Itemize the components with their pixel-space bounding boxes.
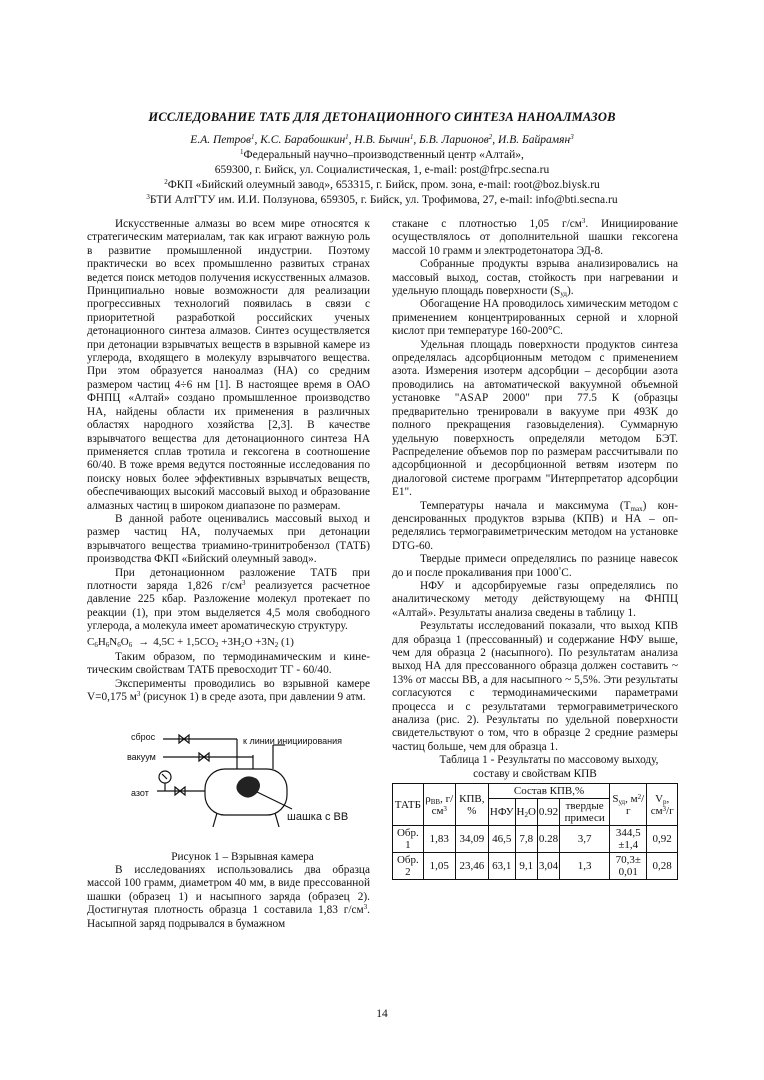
paper-title: ИССЛЕДОВАНИЕ ТАТБ ДЛЯ ДЕТОНАЦИОННОГО СИНТЕЗА НАНОАЛМАЗОВ bbox=[148, 110, 616, 124]
label-vakuum: вакуум bbox=[127, 751, 156, 762]
figure-caption: Рисунок 1 – Взрывная камера bbox=[171, 850, 314, 863]
th-kpv: КПВ, % bbox=[455, 784, 488, 826]
paragraph: Собранные продукты взрыва анализировались на массовый выход, состав, стойкость при нагревании и удельную площадь поверхности $(S_{уд})$. bbox=[392, 258, 678, 299]
table-row: Обр. 2 1,05 23,46 63,1 9,1 3,04 1,3 70,3± 0,01 0,28 bbox=[393, 853, 678, 880]
right-column bbox=[392, 218, 678, 880]
authors-block bbox=[0, 133, 764, 208]
affiliation-1: $^1$Федеральный научно–производственный центр «Алтай», bbox=[240, 148, 524, 161]
th-092: 0.92 bbox=[537, 799, 559, 826]
label-azot: азот bbox=[131, 787, 149, 798]
results-table bbox=[392, 783, 678, 880]
affiliation-2: $^2$ФКП «Бийский олеумный завод», 653315, г. Бийск, пром. зона, e-mail: root@boz.biysk.ru bbox=[164, 178, 600, 191]
th-rho: $\rho_{ВВ}$, $г/см^3$ bbox=[423, 784, 455, 826]
author: К.С. Барабошкин bbox=[260, 134, 346, 146]
paragraph: Искусственные алмазы во всем мире относятся к стратегическим материалам, так как играют важную роль в развитие промышленной индустрии. Поэтому практически во всех промышленно развитых странах ведется поиск методов получения искусственных алмазов. Принципиально новые возможности для реализации прогрессивных технологий появилась в связи с приоритетной разработкой российских ученых детонационного синтеза алмазов. Синтез осуществляется при детонации взрывчатых веществ в взрывной камере из углерода, входящего в молекулу взрывчатого вещества. При этом образуется наноалмаз (НА) со средним размером частиц 4÷6 нм [1]. В настоящее время в ОАО ФНПЦ «Алтай» создано промышленное производство НА, найдены области их применения в различных областях народного хозяйства [2,3]. В качестве взрывчатого вещества для детонационного синтеза НА применяется сплав тротила и гексогена в соотношение 60/40. В тоже время ведутся постоянные исследования по поиску новых более эффективных взрывчатых веществ, обеспечивающих высокий массовый выход и образование алмазных частиц в широком диапазоне по размерам. bbox=[87, 218, 370, 512]
table-row: Обр. 1 1,83 34,09 46,5 7,8 0.28 3,7 344,5 ±1,4 0,92 bbox=[393, 826, 678, 853]
left-column bbox=[87, 218, 370, 931]
label-charge: шашка с ВВ bbox=[287, 810, 349, 823]
paragraph: В данной работе оценивались массовый выход и размер частиц НА, получаемых при детонации взрывчатого вещества триамино-тринитробензол (ТАТБ) производства ФКП «Бийский олеумный завод». bbox=[87, 512, 370, 566]
arrow-icon: → bbox=[138, 635, 150, 648]
label-initiation: к линии инициирования bbox=[243, 735, 343, 746]
paragraph: Температуры начала и максимума $(Т_{max})$ конденсированных продуктов взрыва (КПВ) и НА – определялись термогравиметрическим методом на установке DTG-60. bbox=[392, 499, 678, 552]
paragraph: Эксперименты проводились во взрывной камере V=0,175 $м^3$ (рисунок 1) в среде азота, при давлении 9 атм. bbox=[87, 677, 370, 704]
author-names: Е.А. Петров$^1$, К.С. Барабошкин$^1$, Н.В. Бычин$^1$, Б.В. Ларионов$^2$, И.В. Байрамян$^3$ bbox=[190, 133, 574, 146]
paragraph: стакане с плотностью 1,05 $г/см^3$. Инициирование осуществлялось от дополнительной шашки гексогена массой 10 грамм и электродетонатора ЭД-8. bbox=[392, 217, 678, 257]
th-v: $V_р$, $см^3/г$ bbox=[647, 784, 678, 826]
th-solid: твердые примеси bbox=[560, 799, 610, 826]
paragraph: Таким образом, по термодинамическим и кинетическим свойствам ТАТБ превосходит ТГ - 60/40. bbox=[87, 651, 370, 677]
table-caption: Таблица 1 - Результаты по массовому выходу, составу и свойствам КПВ bbox=[439, 754, 659, 780]
table-header-row bbox=[393, 784, 678, 799]
paragraph: Результаты исследований показали, что выход КПВ для образца 1 (прессованный) и содержание НФУ выше, чем для образца 2 (насыпного). По результатам анализа выход НА для прессованного образца должен составить ~ 13% от массы ВВ, а для насыпного ~ 5,5%. Эти результаты согласуются с термодинамическими параметрами процесса и с результатами термогравиметрического анализа (рис. 2). Результаты по удельной поверхности свидетельствуют о том, что в образце 2 средние размеры частиц больше, чем для образца 1. bbox=[392, 620, 678, 753]
author: Б.В. Ларионов bbox=[419, 134, 489, 146]
chamber-diagram bbox=[87, 711, 370, 851]
th-nfu: НФУ bbox=[488, 799, 515, 826]
page-number: 14 bbox=[376, 1008, 388, 1020]
figure-explosion-chamber bbox=[87, 711, 370, 851]
author: Н.В. Бычин bbox=[354, 134, 410, 146]
paragraph: Обогащение НА проводилось химическим методом с применением концентрированных серной и хлорной кислот при температуре 160-200°С. bbox=[392, 298, 678, 338]
th-s: $S_{уд}$, $м^2/г$ bbox=[610, 784, 647, 826]
author: И.В. Байрамян bbox=[498, 134, 571, 146]
th-composition: Состав КПВ,% bbox=[488, 784, 609, 799]
reaction-equation: $C_6H_6N_6O_6 \to 4,5C + 1,5CO_2 +3H_2O +3N_2$ (1) bbox=[87, 635, 294, 649]
paragraph: Твердые примеси определялись по разнице навесок до и после прокаливания при 1000°С. bbox=[392, 553, 678, 579]
affiliation-1-address: 659300, г. Бийск, ул. Социалистическая, 1, e-mail: post@frpc.secna.ru bbox=[214, 164, 550, 176]
charge-icon bbox=[236, 776, 260, 797]
affiliation-3: $^3$БТИ АлтГТУ им. И.И. Ползунова, 659305, г. Бийск, ул. Трофимова, 27, e-mail: info@bti.secna.ru bbox=[146, 193, 618, 206]
paragraph: При детонационном разложение ТАТБ при плотности заряда 1,826 $г/см^3$ реализуется расчетное давление 225 кбар. Разложение молекул протекает по реакции (1), при этом выделяется 4,5 моля свободного углерода, а молекула имеет ароматическую структуру. bbox=[87, 566, 371, 633]
label-sbros: сброс bbox=[131, 731, 156, 742]
paragraph: НФУ и адсорбируемые газы определялись по аналитическому методу действующему на ФНПЦ «Алтай». Результаты анализа сведены в таблицу 1. bbox=[392, 579, 678, 619]
author: Е.А. Петров bbox=[190, 134, 252, 146]
paragraph: В исследованиях использовались два образца массой 100 грамм, диаметром 40 мм, в виде прессованной шашки (образец 1) и насыпного заряда (образец 2). Достигнутая плотность образца 1 составила 1,83 $г/см^3$. Насыпной заряд подрывался в бумажном bbox=[87, 864, 370, 930]
th-tatb: ТАТБ bbox=[393, 784, 424, 826]
th-h2o: $H_2O$ bbox=[515, 799, 537, 826]
paragraph: Удельная площадь поверхности продуктов синтеза определялась адсорбционным методом с применением азота. Измерения изотерм адсорбции – десорбции азота проводились на автоматической вакуумной объемной установке "ASAP 2000" при 77.5 К (образцы предварительно тренировали в вакууме при 493К до полного прекращения газовыделения). Суммарную удельную поверхность определяли методом БЭТ. Распределение объемов пор по размерам рассчитывали по адсорбционной и десорбционной ветвям изотерм по диалоговой системе программ "Интерпретатор адсорбции Е1". bbox=[392, 338, 678, 499]
